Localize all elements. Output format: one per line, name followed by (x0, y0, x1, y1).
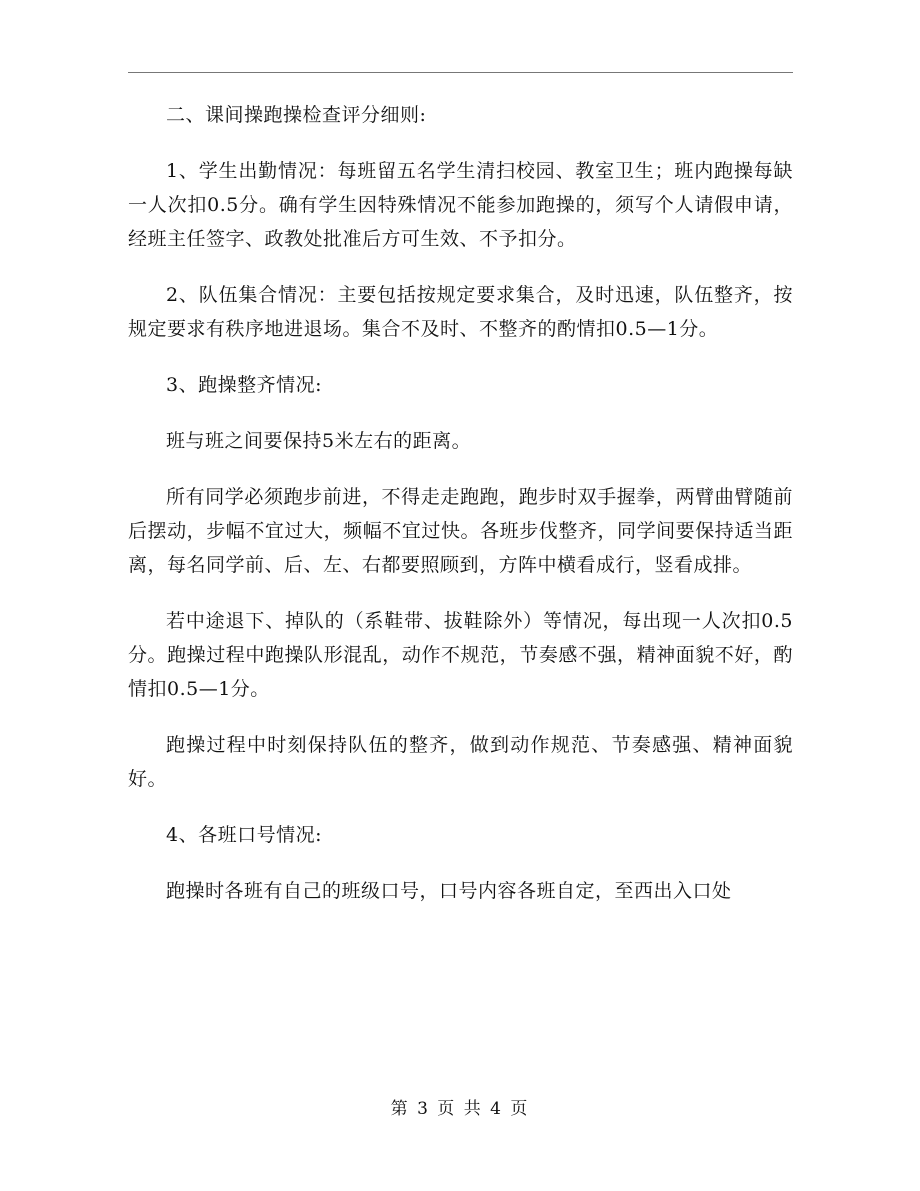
header-rule (128, 72, 793, 73)
paragraph-deductions: 若中途退下、掉队的（系鞋带、拔鞋除外）等情况，每出现一人次扣0.5分。跑操过程中跑操队形混乱，动作不规范，节奏感不强，精神面貌不好，酌情扣0.5—1分。 (128, 610, 793, 700)
paragraph-slogans: 跑操时各班有自己的班级口号，口号内容各班自定，至西出入口处 (166, 880, 732, 902)
paragraph-attendance: 1、学生出勤情况：每班留五名学生清扫校园、教室卫生；班内跑操每缺一人次扣0.5分。确有学生因特殊情况不能参加跑操的，须写个人请假申请，经班主任签字、政教处批准后方可生效、不予扣分。 (128, 160, 793, 250)
paragraph-running-rules: 所有同学必须跑步前进，不得走走跑跑，跑步时双手握拳，两臂曲臂随前后摆动，步幅不宜过大，频幅不宜过快。各班步伐整齐，同学间要保持适当距离，每名同学前、后、左、右都要照顾到，方阵中横看成行，竖看成排。 (128, 486, 793, 576)
section-heading-2: 二、课间操跑操检查评分细则: (166, 104, 427, 126)
subheading-running-order: 3、跑操整齐情况: (166, 374, 322, 396)
paragraph-class-distance: 班与班之间要保持5米左右的距离。 (166, 430, 472, 452)
subheading-slogans: 4、各班口号情况: (166, 824, 322, 846)
paragraph-assembly: 2、队伍集合情况：主要包括按规定要求集合，及时迅速，队伍整齐，按规定要求有秩序地进退场。集合不及时、不整齐的酌情扣0.5—1分。 (128, 284, 793, 340)
paragraph-keep-order: 跑操过程中时刻保持队伍的整齐，做到动作规范、节奏感强、精神面貌好。 (128, 734, 793, 790)
document-body (128, 98, 793, 930)
page-number-footer: 第 3 页 共 4 页 (390, 1099, 530, 1119)
